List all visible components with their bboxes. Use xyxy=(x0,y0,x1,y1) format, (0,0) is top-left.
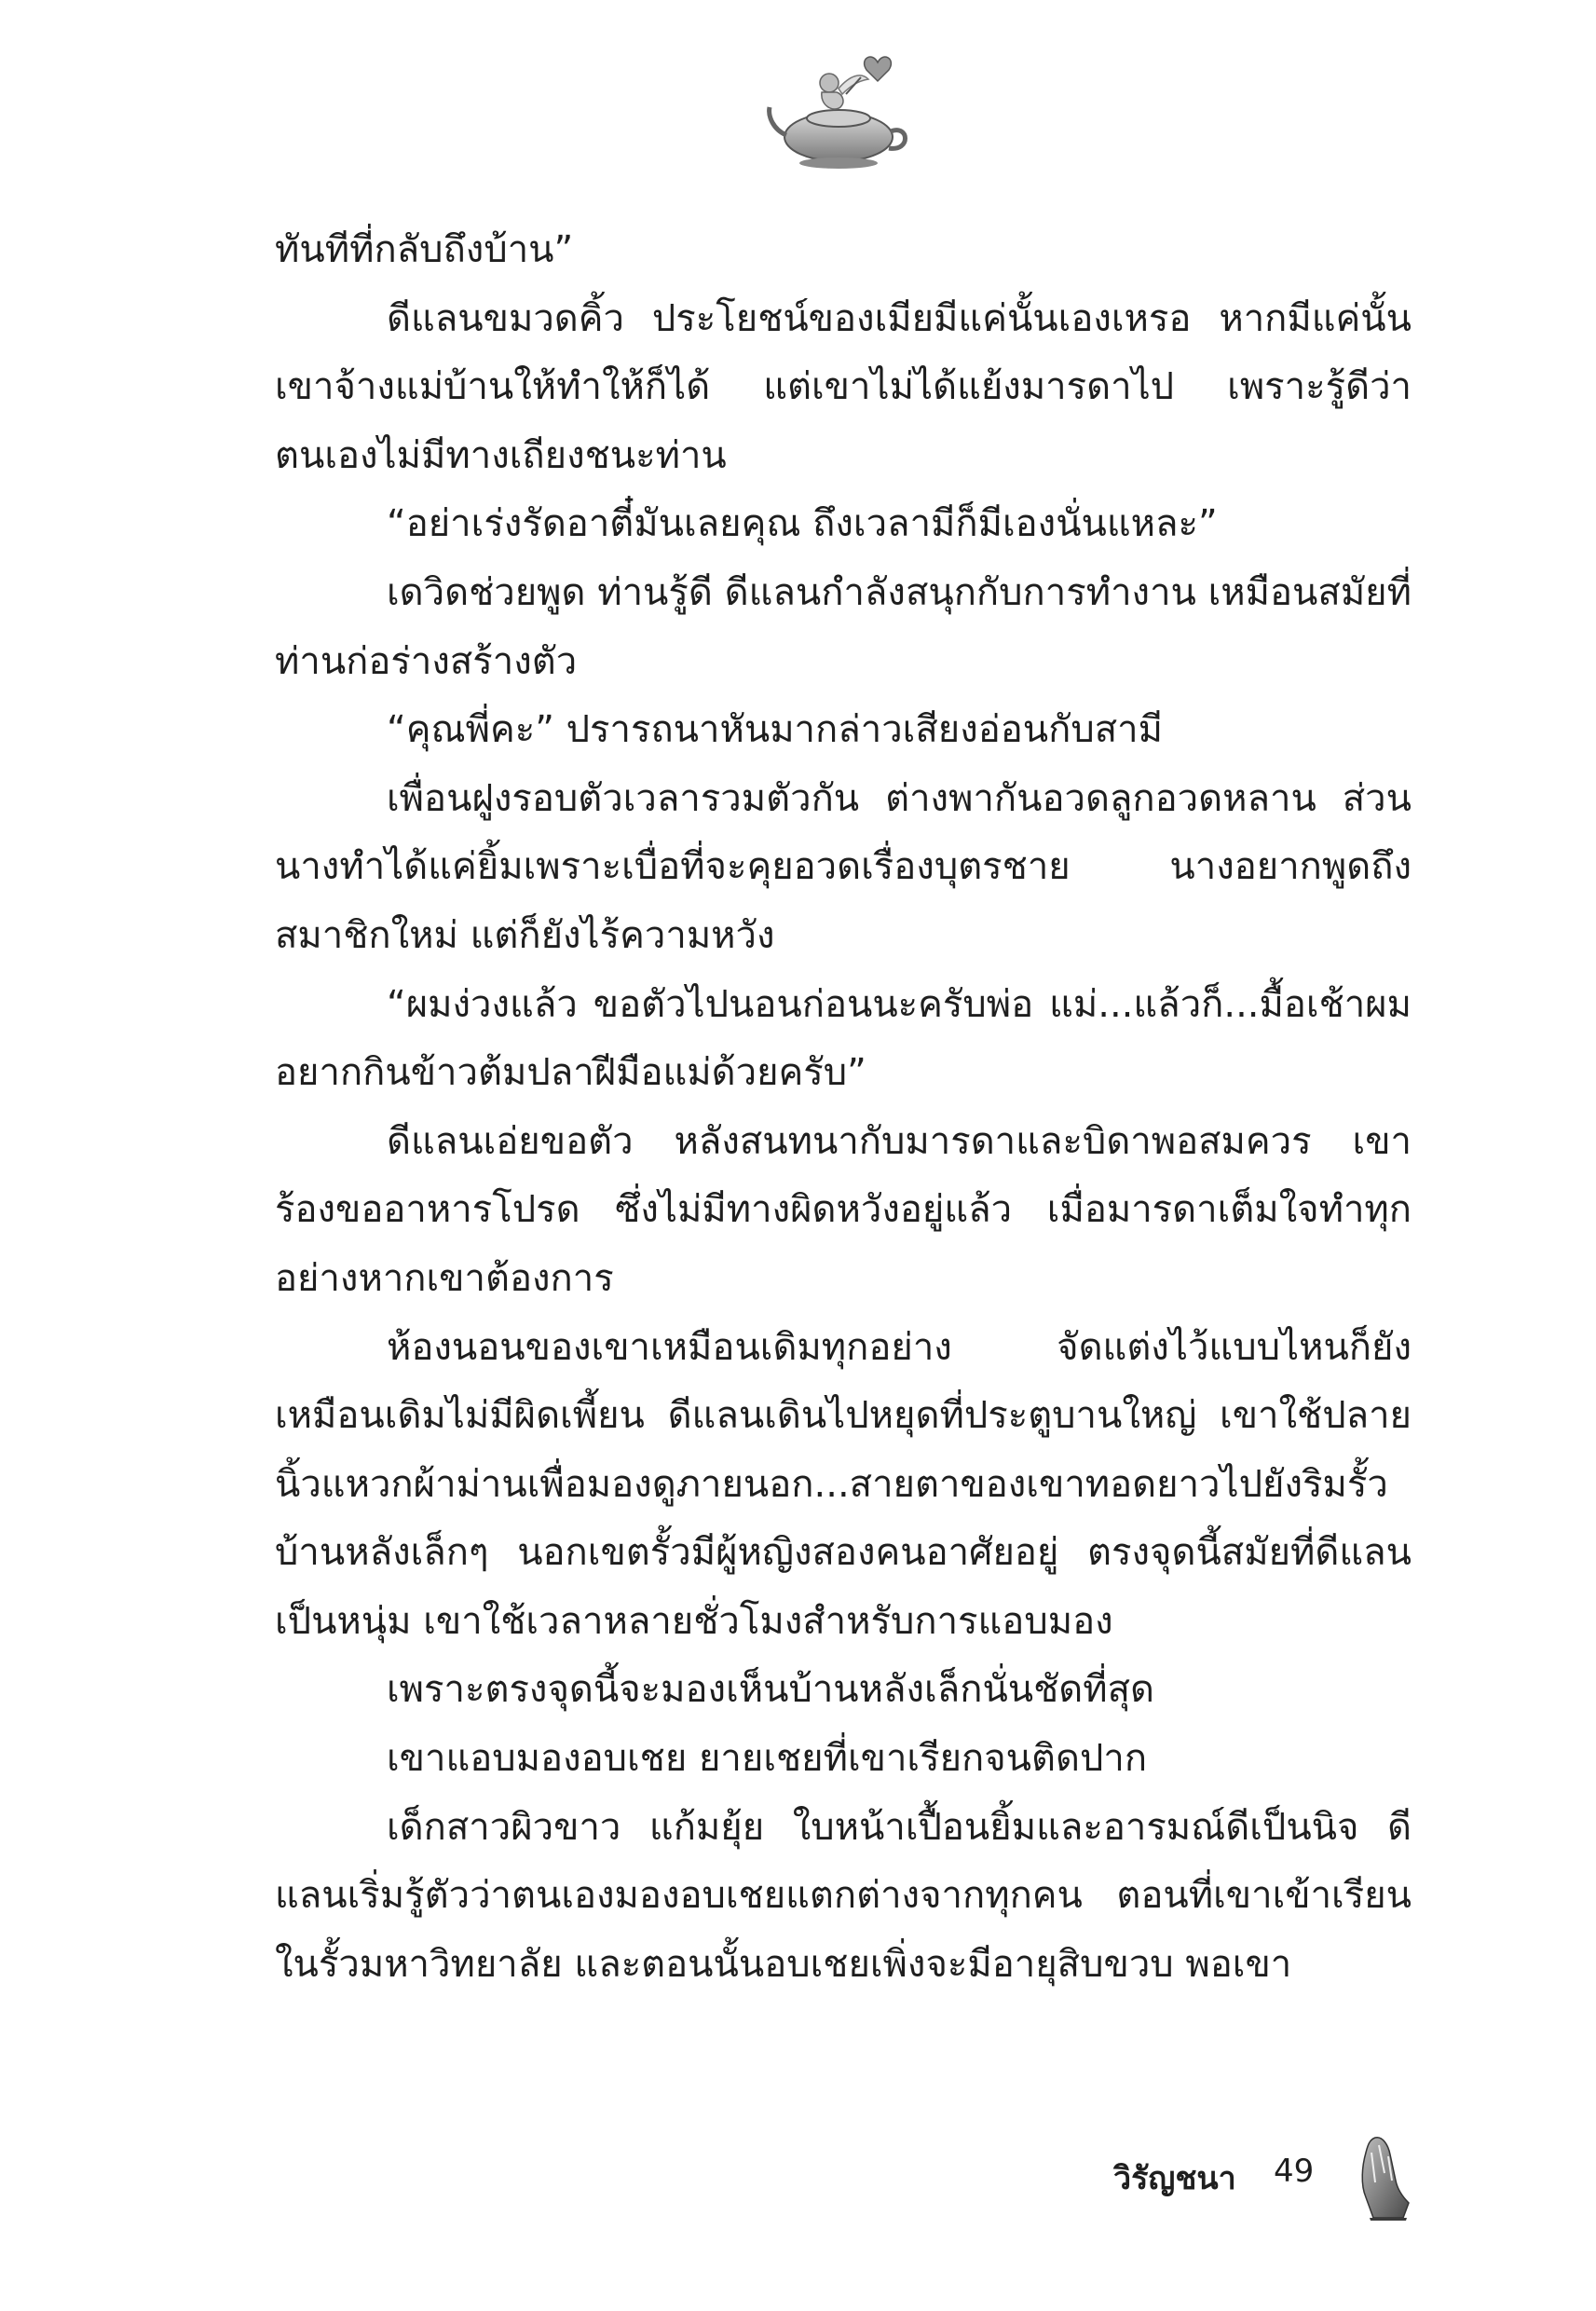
paragraph: “อย่าเร่งรัดอาตี๋มันเลยคุณ ถึงเวลามีก็มีเองนั่นแหละ” xyxy=(387,502,1218,546)
paragraph: ทันทีที่กลับถึงบ้าน” xyxy=(275,228,574,271)
paragraph: ห้องนอนของเขาเหมือนเดิมทุกอย่าง จัดแต่งไว้แบบไหนก็ยังเหมือนเดิมไม่มีผิดเพี้ยน ดีแลนเดินไปหยุดที่ประตูบานใหญ่ เขาใช้ปลายนิ้วแหวกผ้าม่านเพื่อมองดูภายนอก...สายตาของเขาทอดยาวไปยังริมรั้ว บ้านหลังเล็กๆ นอกเขตรั้วมีผู้หญิงสองคนอาศัยอยู่ ตรงจุดนี้สมัยที่ดีแลนเป็นหนุ่ม เขาใช้เวลาหลายชั่วโมงสำหรับการแอบมอง xyxy=(275,1325,1412,1643)
praying-hands-icon xyxy=(1351,2132,1425,2221)
paragraph: เพราะตรงจุดนี้จะมองเห็นบ้านหลังเล็กนั่นชัดที่สุด xyxy=(387,1668,1155,1712)
body-text xyxy=(275,216,1412,1999)
paragraph: เพื่อนฝูงรอบตัวเวลารวมตัวกัน ต่างพากันอวดลูกอวดหลาน ส่วนนางทำได้แค่ยิ้มเพราะเบื่อที่จะคุยอวดเรื่องบุตรชาย นางอยากพูดถึงสมาชิกใหม่ แต่ก็ยังไร้ความหวัง xyxy=(275,776,1412,957)
paragraph: เดวิดช่วยพูด ท่านรู้ดี ดีแลนกำลังสนุกกับการทำงาน เหมือนสมัยที่ท่านก่อร่างสร้างตัว xyxy=(275,570,1412,683)
paragraph: ดีแลนขมวดคิ้ว ประโยชน์ของเมียมีแค่นั้นเองเหรอ หากมีแค่นั้น เขาจ้างแม่บ้านให้ทำให้ก็ได้ แต่เขาไม่ได้แย้งมารดาไป เพราะรู้ดีว่าตนเองไม่มีทางเถียงชนะท่าน xyxy=(275,296,1412,477)
paragraph: “คุณพี่คะ” ปรารถนาหันมากล่าวเสียงอ่อนกับสามี xyxy=(387,708,1163,752)
paragraph: ดีแลนเอ่ยขอตัว หลังสนทนากับมารดาและบิดาพอสมควร เขาร้องขออาหารโปรด ซึ่งไม่มีทางผิดหวังอยู่แล้ว เมื่อมารดาเต็มใจทำทุกอย่างหากเขาต้องการ xyxy=(275,1119,1412,1300)
paragraph: เด็กสาวผิวขาว แก้มยุ้ย ใบหน้าเปื้อนยิ้มและอารมณ์ดีเป็นนิจ ดีแลนเริ่มรู้ตัวว่าตนเองมองอบเชยแตกต่างจากทุกคน ตอนที่เขาเข้าเรียนในรั้วมหาวิทยาลัย และตอนนั้นอบเชยเพิ่งจะมีอายุสิบขวบ พอเขา xyxy=(275,1805,1412,1986)
page-footer xyxy=(1113,2132,1412,2225)
book-title: วิรัญชนา xyxy=(1113,2160,1236,2197)
cupid-teapot-ornament-icon xyxy=(764,51,913,177)
page-number: 49 xyxy=(1274,2153,1315,2190)
paragraph: “ผมง่วงแล้ว ขอตัวไปนอนก่อนนะครับพ่อ แม่...แล้วก็...มื้อเช้าผมอยากกินข้าวต้มปลาฝีมือแม่ด้วยครับ” xyxy=(275,982,1412,1095)
paragraph: เขาแอบมองอบเชย ยายเชยที่เขาเรียกจนติดปาก xyxy=(387,1737,1148,1781)
